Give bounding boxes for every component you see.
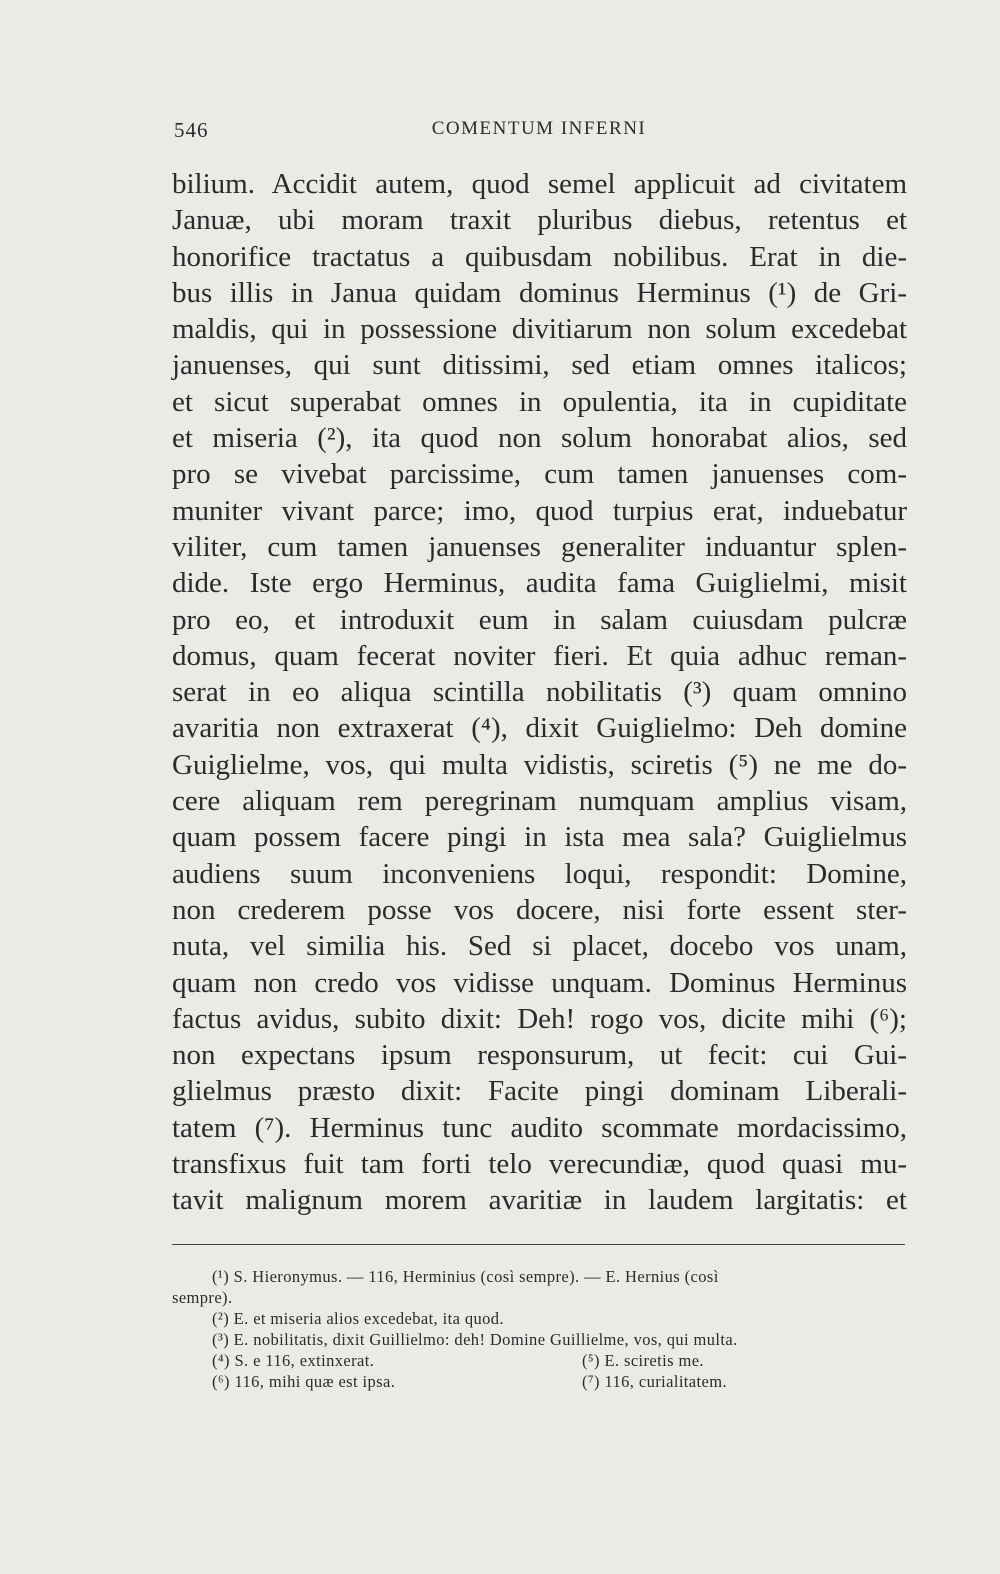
body-line: tavit malignum morem avaritiæ in laudem largitatis: et [172,1184,907,1217]
body-text [172,166,907,1219]
running-title: COMENTUM INFERNI [431,118,647,139]
body-line: tatem (⁷). Herminus tunc audito scommate mordacissimo, [172,1111,907,1144]
footnote-7: (⁷) 116, curialitatem. [582,1372,727,1391]
page-number: 546 [174,118,209,142]
footnote-3: (³) E. nobilitatis, dixit Guillielmo: deh! Domine Guillielme, vos, qui multa. [212,1330,738,1349]
body-line: Januæ, ubi moram traxit pluribus diebus, retentus et [172,204,907,237]
footnote-row-4-5 [172,1350,907,1371]
footnotes [172,1266,907,1392]
body-line: muniter vivant parce; imo, quod turpius erat, induebatur [172,494,907,527]
body-line: cere aliquam rem peregrinam numquam amplius visam, [172,785,907,818]
body-line: factus avidus, subito dixit: Deh! rogo vos, dicite mihi (⁶); [172,1002,907,1035]
body-line: non expectans ipsum responsurum, ut fecit: cui Gui- [172,1039,907,1072]
body-line: domus, quam fecerat noviter fieri. Et quia adhuc reman- [172,639,907,672]
body-line: dide. Iste ergo Herminus, audita fama Guiglielmi, misit [172,567,907,600]
running-head [174,118,904,148]
body-line: et miseria (²), ita quod non solum honorabat alios, sed [172,422,907,455]
body-line: Guiglielme, vos, qui multa vidistis, sciretis (⁵) ne me do- [172,748,907,781]
body-line: quam possem facere pingi in ista mea sala? Guiglielmus [172,821,907,854]
footnote-4: (⁴) S. e 116, extinxerat. [212,1351,375,1370]
body-line: pro se vivebat parcissime, cum tamen januenses com- [172,458,907,491]
body-line: januenses, qui sunt ditissimi, sed etiam omnes italicos; [172,349,907,382]
footnote-divider [172,1244,905,1245]
footnote-6: (⁶) 116, mihi quæ est ipsa. [212,1372,396,1391]
body-line: avaritia non extraxerat (⁴), dixit Guiglielmo: Deh domine [172,712,907,745]
body-line: viliter, cum tamen januenses generaliter induantur splen- [172,530,907,563]
footnote-1-continuation: sempre). [172,1288,233,1307]
body-line: et sicut superabat omnes in opulentia, ita in cupiditate [172,385,907,418]
body-line: quam non credo vos vidisse unquam. Dominus Herminus [172,966,907,999]
body-line: serat in eo aliqua scintilla nobilitatis (³) quam omnino [172,676,907,709]
body-line: bus illis in Janua quidam dominus Herminus (¹) de Gri- [172,276,907,309]
body-line: bilium. Accidit autem, quod semel applicuit ad civitatem [172,168,907,200]
footnote-5: (⁵) E. sciretis me. [582,1351,704,1370]
body-line: honorifice tractatus a quibusdam nobilibus. Erat in die- [172,240,907,273]
footnote-row-6-7 [172,1371,907,1392]
footnote-2: (²) E. et miseria alios excedebat, ita quod. [212,1309,504,1328]
body-line: glielmus præsto dixit: Facite pingi dominam Liberali- [172,1075,907,1108]
body-line: maldis, qui in possessione divitiarum non solum excedebat [172,313,907,346]
body-line: nuta, vel similia his. Sed si placet, docebo vos unam, [172,930,907,963]
footnote-1: (¹) S. Hieronymus. — 116, Herminius (così sempre). — E. Hernius (così [212,1267,719,1286]
body-line: audiens suum inconveniens loqui, respondit: Domine, [172,857,907,890]
body-line: transfixus fuit tam forti telo verecundiæ, quod quasi mu- [172,1148,907,1181]
body-line: non crederem posse vos docere, nisi forte essent ster- [172,893,907,926]
body-line: pro eo, et introduxit eum in salam cuiusdam pulcræ [172,603,907,636]
